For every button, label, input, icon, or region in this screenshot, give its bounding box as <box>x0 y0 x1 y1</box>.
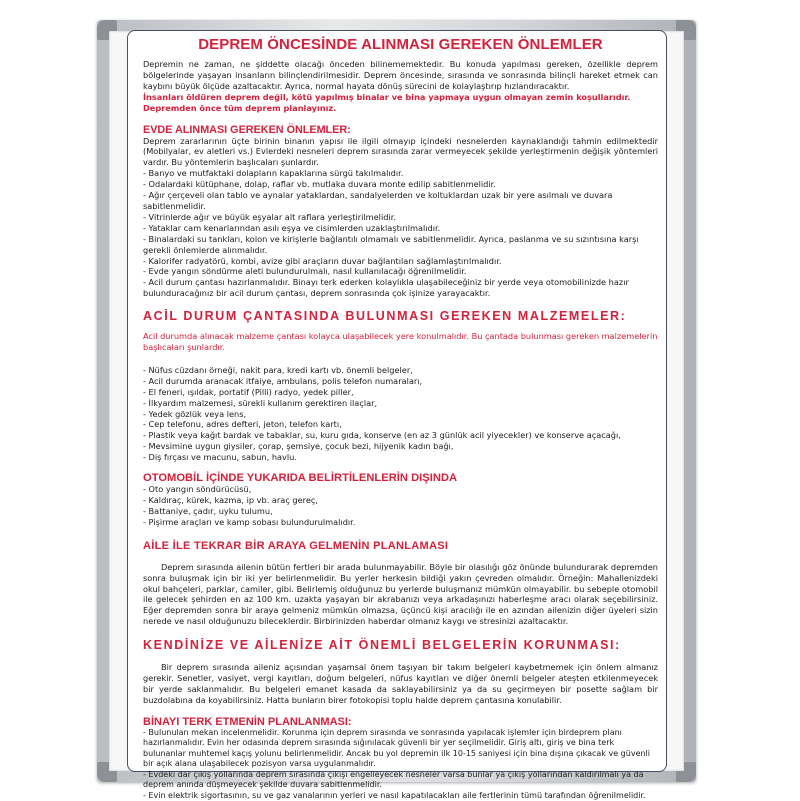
heading-building-evacuation: BİNAYI TERK ETMENİN PLANLANMASI: <box>143 715 352 728</box>
list-item: - Kalorifer radyatörü, kombi, avize gibi araçların duvar bağlantıları sağlamlaştırılmalıdır. <box>143 255 502 266</box>
poster-content <box>143 36 658 801</box>
list-item: - Ağır çerçeveli olan tablo ve aynalar yataklardan, sandalyelerden ve koltuklardan uzak bir yere asılmalı ve duvara sabitlenmelidir. <box>143 190 613 211</box>
list-item: - Bulunulan mekan incelenmelidir. Korunma için deprem sırasında ve sonrasında yapılacak işlemler için birdeprem planı hazırlanmalıdır. Evin her odasında deprem sırasında sığınılacak güvenli bir yer seçilmelidir. Giriş altı, giriş ve bina terk bulunanlar muhtemel kaçış yolunu belirlenmelidir. Ancak bu yol depremin ilk 10-15 saniyesi için bina dışına çıkacak ve güvenli bir açık alana ulaşabilecek pozisyon varsa uygulanmalıdır. <box>143 727 650 769</box>
list-item: - Battaniye, çadır, uyku tulumu, <box>143 505 273 516</box>
home-precautions-list <box>143 168 658 299</box>
heading-family-reunion: AİLE İLE TEKRAR BİR ARAYA GELMENİN PLANLAMASI <box>143 539 449 552</box>
car-supplies-list <box>143 484 658 528</box>
intro-paragraph: Depremin ne zaman, ne şiddette olacağı önceden bilinememektedir. Bu konuda yapılması gereken, özellikle deprem bölgelerinde yaşayan insanların bilinçlendirilmesidir. Deprem öncesinde, sırasında ve sonrasında bilinçli hareket etmek can kaybını büyük ölçüde azaltacaktır. Ayrıca, normal hayata dönüş sürecini de kolaylaştırıp hızlandıracaktır. <box>143 59 658 91</box>
list-item: - Pişirme araçları ve kamp sobası bulundurulmalıdır. <box>143 516 356 527</box>
heading-emergency-bag: ACİL DURUM ÇANTASINDA BULUNMASI GEREKEN MALZEMELER: <box>143 309 627 324</box>
intro-warning: İnsanları öldüren deprem değil, kötü yapılmış binalar ve bina yapmaya uygun olmayan zemin koşullarıdır. Depremden önce tüm deprem planlayınız. <box>143 91 631 113</box>
list-item: - Oto yangın söndürücüsü, <box>143 484 252 495</box>
list-item: - Binalardaki su tankları, kolon ve kirişlerle bağlantılı olmamalı ve sabitlenmelidir. Ayrıca, paslanma ve su sızıntısına karşı gerekli önlemlerde alınmalıdır. <box>143 233 639 255</box>
list-item: - Evdeki dar çıkış yollarında deprem sırasında çıkışı engelleyecek nesneler varsa bunlar ya çıkış yollarından kaldırılmalı ya da deprem anında düşmeyecek şekilde duvara sabitlenmelidir. <box>143 769 644 790</box>
list-item: - Acil durumda aranacak itfaiye, ambulans, polis telefon numaraları, <box>143 375 423 386</box>
heading-home-precautions: EVDE ALINMASI GEREKEN ÖNLEMLER: <box>143 123 351 136</box>
list-item: - Nüfus cüzdanı örneği, nakit para, kredi kartı vb. önemli belgeler, <box>143 364 413 375</box>
list-item: - İlkyardım malzemesi, sürekli kullanım gerektiren ilaçlar, <box>143 397 378 408</box>
family-reunion-paragraph: Deprem sırasında ailenin bütün fertleri bir arada bulunmayabilir. Böyle bir olasılığı göz önünde bulundurarak depremden sonra buluşmak için bir iki yer belirlenmelidir. Bu yerler herkesin bildiği yakın çevreden olmalıdır. Örneğin: Mahallenizdeki okul bahçeleri, parklar, camiler, gibi. Belirlemiş olduğunuz bu yerlerde buluşmanız mümkün olmayabilir. bu sebeple otomobil ile gelecek şehirden en az 100 km. uzakta yaşayan bir akrabanızı veya arkadaşınızı haberleşme aracı olarak seçebilirsiniz. Eğer depremden sonra bir araya gelmeniz mümkün olmazsa, üçüncü kişi aracılığı ile en azından ailenizin diğer üyeleri sizin nerede ve nasıl olduğunuzu bileceklerdir. Birbirinizden haberdar olmanız kaygı ve stresinizi azaltacaktır. <box>143 561 658 627</box>
list-item: - Yataklar cam kenarlarından asılı eşya ve cisimlerden uzaklaştırılmalıdır. <box>143 222 441 233</box>
list-item: - Evde yangın söndürme aleti bulundurulmalı, nasıl kullanılacağı öğrenilmelidir. <box>143 266 467 277</box>
list-item: - Mevsimine uygun giysiler, çorap, şemsiye, çocuk bezi, hijyenik kadın bağı, <box>143 441 454 452</box>
heading-document-protection: KENDİNİZE VE AİLENİZE AİT ÖNEMLİ BELGELERİN KORUNMASI: <box>143 638 621 653</box>
list-item: - Kaldıraç, kürek, kazma, ip vb. araç gereç, <box>143 495 318 505</box>
list-item: - Acil durum çantası hazırlanmalıdır. Binayı terk ederken kolaylıkla ulaşabileceğiniz bir yerde veya otomobilinizde hazır bulunduracağınız bir acil durum çantası, deprem sonrasında çok işinize yarayacaktır. <box>143 277 629 299</box>
list-item: - Cep telefonu, adres defteri, jeton, telefon kartı, <box>143 419 342 430</box>
list-item: - Yedek gözlük veya lens, <box>143 408 247 419</box>
emergency-bag-list <box>143 365 658 463</box>
list-item: - Diş fırçası ve macunu, sabun, havlu. <box>143 452 297 463</box>
emergency-bag-note: Acil durumda alınacak malzeme çantası kolayca ulaşabilecek yere konulmalıdır. Bu çantada bulunması gereken malzemelerin başlıcaları şunlardır. <box>143 331 658 353</box>
heading-car-supplies: OTOMOBİL İÇİNDE YUKARIDA BELİRTİLENLERİN DIŞINDA <box>143 472 458 485</box>
list-item: - Evin elektrik sigortasının, su ve gaz vanalarının yerleri ve nasıl kapatılacakları aile fertlerinin tümü tarafından öğrenilmelidir. <box>143 790 646 800</box>
list-item: - Banyo ve mutfaktaki dolapların kapaklarına sürgü takılmalıdır. <box>143 168 404 179</box>
list-item: - Odalardaki kütüphane, dolap, raflar vb. mutlaka duvara monte edilip sabitlenmelidir. <box>143 179 496 190</box>
document-protection-paragraph: Bir deprem sırasında aileniz açısından yaşamsal önem taşıyan bir takım belgeleri kaybetmemek için önlem almanız gerekir. Senetler, vasiyet, vergi kayıtları, doğum belgeleri, nüfus kayıtları ve diğer önemli belgeler ateşten etkilenmeyecek bir yerde saklanmalıdır. Bu belgeleri emanet kasada da saklayabilirsiniz ya da su geçirmeyen bir posette sağlam bir buzdolabına da koyabilirsiniz. Hatta bunların birer fotokopisi toplu halde deprem çantasına konulabilir. <box>143 662 658 705</box>
list-item: - Plastik veya kağıt bardak ve tabaklar, su, kuru gıda, konserve (en az 3 günlük acil yiyecekler) ve konserve açacağı, <box>143 430 621 441</box>
list-item: - Vitrinlerde ağır ve büyük eşyalar alt raflara yerleştirilmelidir. <box>143 211 396 222</box>
poster-title: DEPREM ÖNCESİNDE ALINMASI GEREKEN ÖNLEMLER <box>198 36 603 53</box>
home-precautions-paragraph: Deprem zararlarının üçte birinin binanın yapısı ile ilgili olmayıp içindeki nesnelerden kaynaklandığı tahmin edilmektedir (Mobilyalar, ev aletleri vs.) Evlerdeki nesneleri deprem sırasında zarar vermeyecek şekilde yerleştirmenin değişik yöntemleri vardır. Bu yöntemlerin başlıcaları şunlardır. <box>143 135 658 168</box>
list-item: - El feneri, ışıldak, portatif (Pilli) radyo, yedek piller, <box>143 386 354 397</box>
building-evacuation-list <box>143 728 658 801</box>
